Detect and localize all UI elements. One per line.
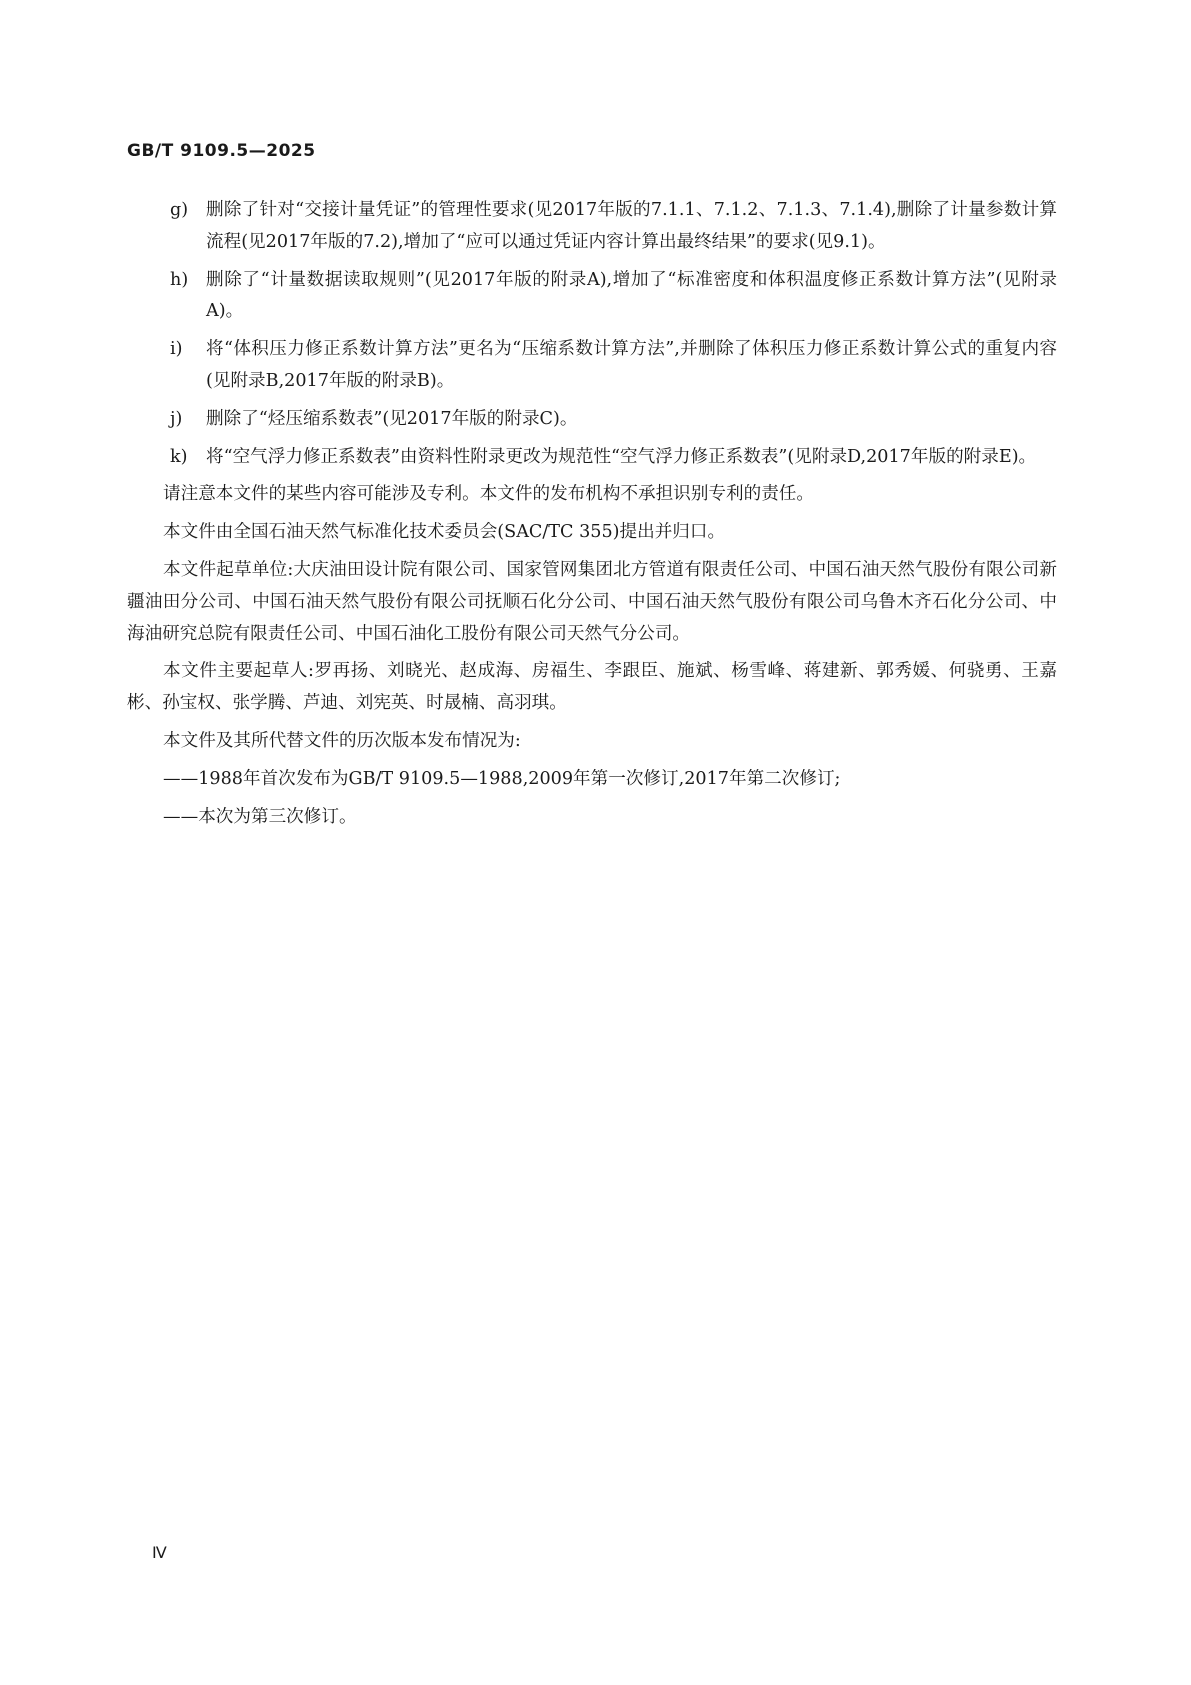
list-text: 将“空气浮力修正系数表”由资料性附录更改为规范性“空气浮力修正系数表”(见附录D,2017年版的附录E)。 [206,446,1037,467]
list-text: 删除了“计量数据读取规则”(见2017年版的附录A),增加了“标准密度和体积温度修正系数计算方法”(见附录A)。 [206,269,1057,322]
history-intro: 本文件及其所代替文件的历次版本发布情况为: [163,730,521,751]
list-item-k [127,442,1057,474]
list-text: 将“体积压力修正系数计算方法”更名为“压缩系数计算方法”,并删除了体积压力修正系数计算公式的重复内容(见附录B,2017年版的附录B)。 [206,339,1057,391]
patent-notice: 请注意本文件的某些内容可能涉及专利。本文件的发布机构不承担识别专利的责任。 [163,484,814,505]
drafting-units: 本文件起草单位:大庆油田设计院有限公司、国家管网集团北方管道有限责任公司、中国石油天然气股份有限公司新疆油田分公司、中国石油天然气股份有限公司抚顺石化分公司、中国石油天然气股份有限公司乌鲁木齐石化分公司、中海油研究总院有限责任公司、中国石油化工股份有限公司天然气分公司。 [127,559,1057,644]
list-label: g) [170,200,189,220]
list-item-i [127,334,1057,398]
list-item-j [127,404,1057,436]
history-entry: ——1988年首次发布为GB/T 9109.5—1988,2009年第一次修订,2017年第二次修订; [163,768,841,789]
list-label: i) [170,339,183,360]
page-number: Ⅳ [152,1545,167,1562]
foreword-content [127,195,1057,839]
list-text: 删除了“烃压缩系数表”(见2017年版的附录C)。 [206,408,578,429]
list-item-g [127,195,1057,259]
proposed-by: 本文件由全国石油天然气标准化技术委员会(SAC/TC 355)提出并归口。 [163,522,726,543]
history-entry: ——本次为第三次修订。 [163,806,357,827]
list-item-h [127,265,1057,329]
standard-number: GB/T 9109.5—2025 [127,141,316,161]
list-text: 删除了针对“交接计量凭证”的管理性要求(见2017年版的7.1.1、7.1.2、7.1.3、7.1.4),删除了计量参数计算流程(见2017年版的7.2),增加了“应可以通过凭证内容计算出最终结果”的要求(见9.1)。 [206,200,1057,252]
list-label: h) [170,269,189,290]
list-label: k) [170,446,188,467]
list-label: j) [170,408,183,429]
drafters: 本文件主要起草人:罗再扬、刘晓光、赵成海、房福生、李跟臣、施斌、杨雪峰、蒋建新、郭秀媛、何骁勇、王嘉彬、孙宝权、张学腾、芦迪、刘宪英、时晟楠、高羽琪。 [127,661,1057,714]
